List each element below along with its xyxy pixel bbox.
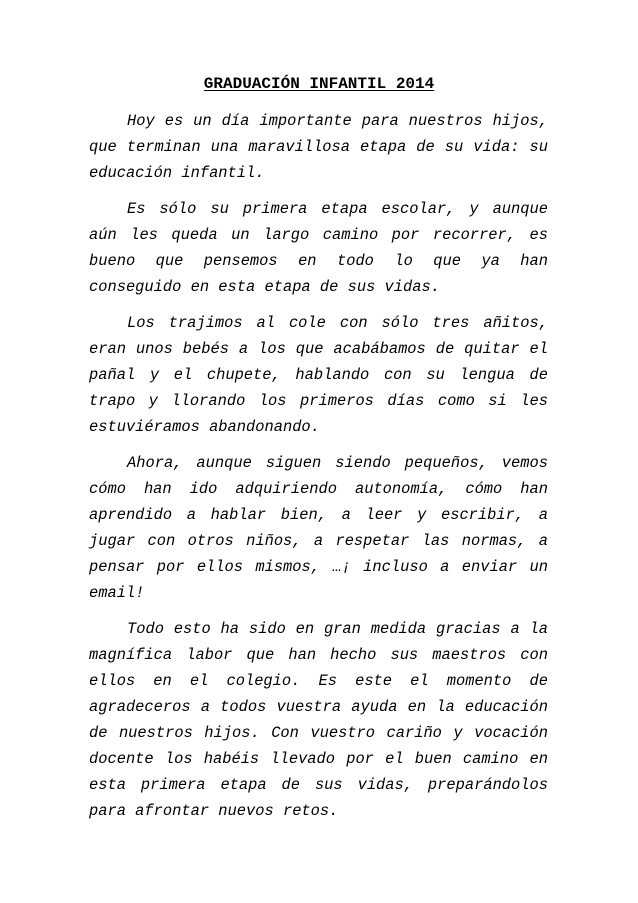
paragraph-5: Todo esto ha sido en gran medida gracias a la magnífica labor que han hecho sus maestros con ellos en el colegio. Es este el momento de agradeceros a todos vuestra ayuda en la educación de nuestros hijos. Con vuestro cariño y vocación docente los habéis llevado por el buen camino en esta primera etapa de sus vidas, preparándolos para afrontar nuevos retos. <box>89 620 548 820</box>
paragraph-2: Es sólo su primera etapa escolar, y aunque aún les queda un largo camino por recorrer, es bueno que pensemos en todo lo que ya han conseguido en esta etapa de sus vidas. <box>89 200 548 296</box>
paragraph-1: Hoy es un día importante para nuestros hijos, que terminan una maravillosa etapa de su vida: su educación infantil. <box>89 112 548 182</box>
paragraph-4: Ahora, aunque siguen siendo pequeños, vemos cómo han ido adquiriendo autonomía, cómo han aprendido a hablar bien, a leer y escribir, a jugar con otros niños, a respetar las normas, a pensar por ellos mismos, …¡ incluso a enviar un email! <box>89 454 548 602</box>
paragraph-3: Los trajimos al cole con sólo tres añitos, eran unos bebés a los que acabábamos de quitar el pañal y el chupete, hablando con su lengua de trapo y llorando los primeros días como si les estuviéramos abandonando. <box>89 314 548 436</box>
document-title: GRADUACIÓN INFANTIL 2014 <box>203 75 435 93</box>
document-body <box>89 108 548 834</box>
